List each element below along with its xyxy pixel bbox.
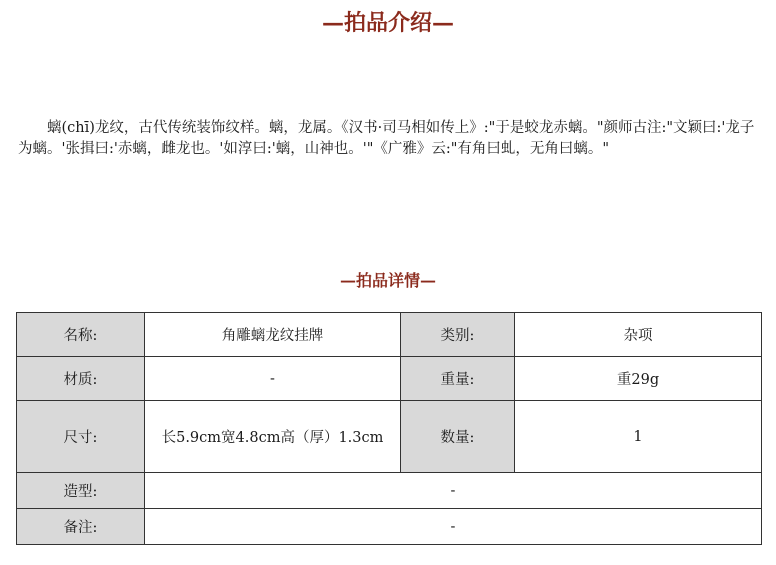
size-label: 尺寸: — [17, 401, 145, 473]
name-label: 名称: — [17, 313, 145, 357]
remark-value: - — [145, 509, 762, 545]
remark-label: 备注: — [17, 509, 145, 545]
shape-label: 造型: — [17, 473, 145, 509]
intro-text: 螭(chī)龙纹，古代传统装饰纹样。螭，龙属。《汉书·司马相如传上》:"于是蛟龙赤螭。"颜师古注:"文颖曰:'龙子为螭。'张揖曰:'赤螭，雌龙也。'如淳曰:'螭，山神也。'"《广雅》云:"有角曰虬，无角曰螭。" — [18, 120, 755, 157]
name-value: 角雕螭龙纹挂牌 — [145, 313, 401, 357]
category-label: 类别: — [401, 313, 515, 357]
shape-value: - — [145, 473, 762, 509]
material-label: 材质: — [17, 357, 145, 401]
category-value: 杂项 — [515, 313, 762, 357]
intro-title: —拍品介绍— — [321, 10, 454, 36]
table-row-name — [17, 313, 762, 357]
table-row-material — [17, 357, 762, 401]
quantity-value: 1 — [515, 401, 762, 473]
table-row-shape — [17, 473, 762, 509]
table-row-remark — [17, 509, 762, 545]
details-table — [16, 312, 762, 545]
details-title: —拍品详情— — [339, 271, 436, 290]
weight-value: 重29g — [515, 357, 762, 401]
size-value: 长5.9cm宽4.8cm高（厚）1.3cm — [145, 401, 401, 473]
quantity-label: 数量: — [401, 401, 515, 473]
table-row-size — [17, 401, 762, 473]
weight-label: 重量: — [401, 357, 515, 401]
material-value: - — [145, 357, 401, 401]
